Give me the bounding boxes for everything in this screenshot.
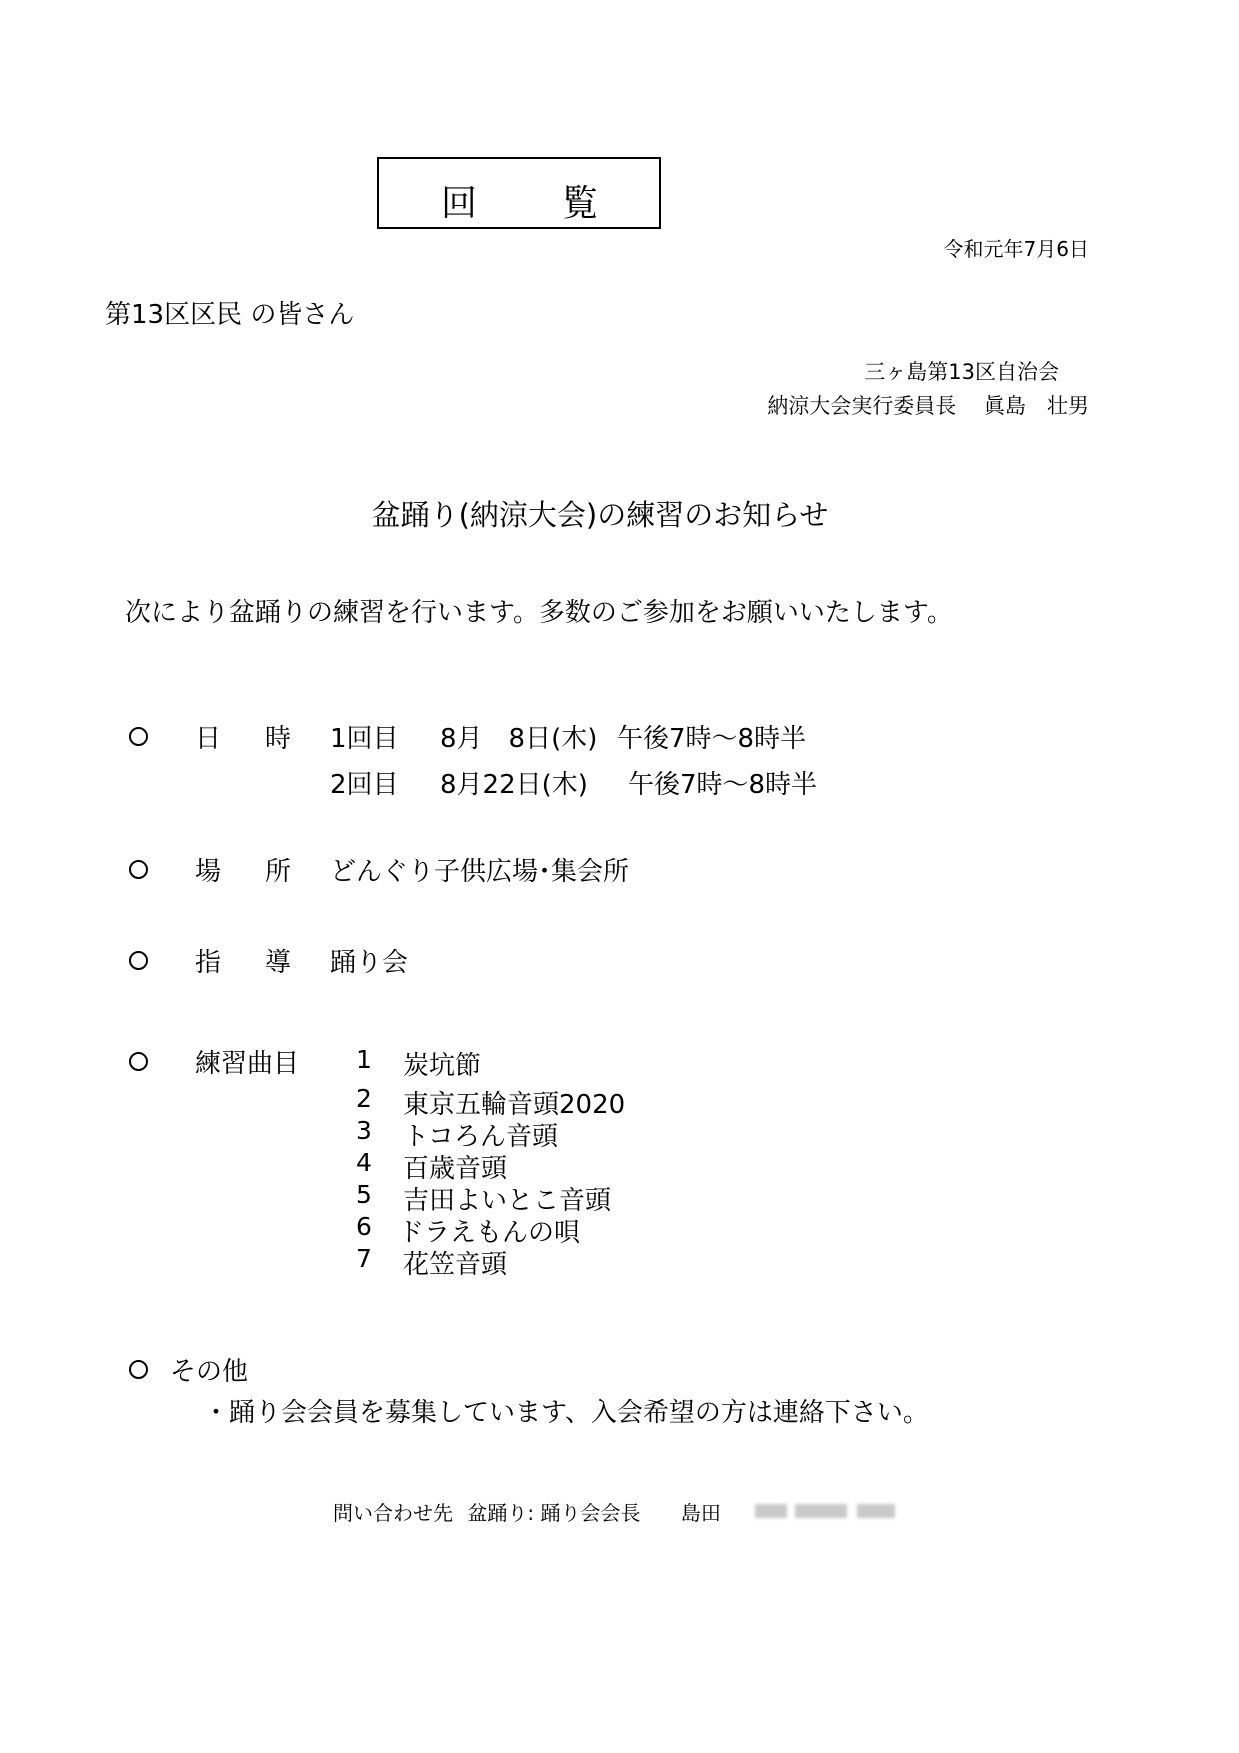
schedule-label-1: 日 [195,724,222,754]
song-name: トコろん音頭 [403,1122,558,1152]
song-name: 吉田よいとこ音頭 [403,1186,612,1216]
document-date: 令和元年7月6日 [943,237,1089,261]
song-number: 5 [356,1180,372,1209]
instructor-label-1: 指 [195,948,222,978]
songs-label: 練習曲目 [195,1049,300,1079]
contact-text: 盆踊り: 踊り会会長 [467,1501,641,1525]
instructor-value: 踊り会 [330,948,409,978]
place-label-1: 場 [195,857,222,887]
redacted-phone-block [755,1504,787,1518]
schedule-time-2: 午後7時～8時半 [628,770,818,800]
song-name: ドラえもんの唄 [398,1218,581,1248]
bullet-circle-icon [129,727,148,746]
schedule-date-2: 8月22日(木) [440,770,588,800]
song-number: 7 [356,1244,372,1273]
song-number: 4 [356,1148,372,1177]
bullet-circle-icon [129,1360,148,1379]
song-number: 2 [356,1084,372,1113]
schedule-round-1: 1回目 [330,724,399,754]
intro-text: 次により盆踊りの練習を行います。多数のご参加をお願いいたします。 [125,598,953,628]
other-label: その他 [170,1357,249,1387]
stamp-char-1: 回 [441,183,478,224]
song-name: 百歳音頭 [403,1154,508,1184]
bullet-circle-icon [129,951,148,970]
stamp-char-2: 覧 [562,183,599,224]
addressee: 第13区区民 の皆さん [105,300,355,330]
page-title: 盆踊り(納涼大会)の練習のお知らせ [371,498,829,532]
song-number: 1 [356,1045,372,1074]
schedule-round-2: 2回目 [330,770,399,800]
bullet-circle-icon [129,860,148,879]
contact-name: 島田 [680,1501,721,1525]
song-name: 炭坑節 [403,1051,482,1081]
redacted-phone-block [795,1504,847,1518]
song-name: 花笠音頭 [403,1250,508,1280]
bullet-circle-icon [129,1052,148,1071]
song-number: 6 [356,1212,372,1241]
circular-stamp-box [377,157,661,229]
schedule-label-2: 時 [265,724,292,754]
redacted-phone-block [857,1504,895,1518]
contact-label: 問い合わせ先 [333,1501,453,1525]
organization-name: 三ヶ島第13区自治会 [864,360,1059,384]
contact-line [333,1497,721,1526]
sender-name: 納涼大会実行委員長 眞島 壮男 [767,394,1089,418]
instructor-label-2: 導 [265,948,292,978]
other-text: ・踊り会会員を募集しています、入会希望の方は連絡下さい。 [203,1398,929,1428]
place-label-2: 所 [265,857,292,887]
song-number: 3 [356,1116,372,1145]
place-value: どんぐり子供広場･集会所 [330,857,630,887]
schedule-date-1: 8月 8日(木) [440,724,598,754]
schedule-time-1: 午後7時～8時半 [617,724,807,754]
song-name: 東京五輪音頭2020 [403,1090,626,1120]
